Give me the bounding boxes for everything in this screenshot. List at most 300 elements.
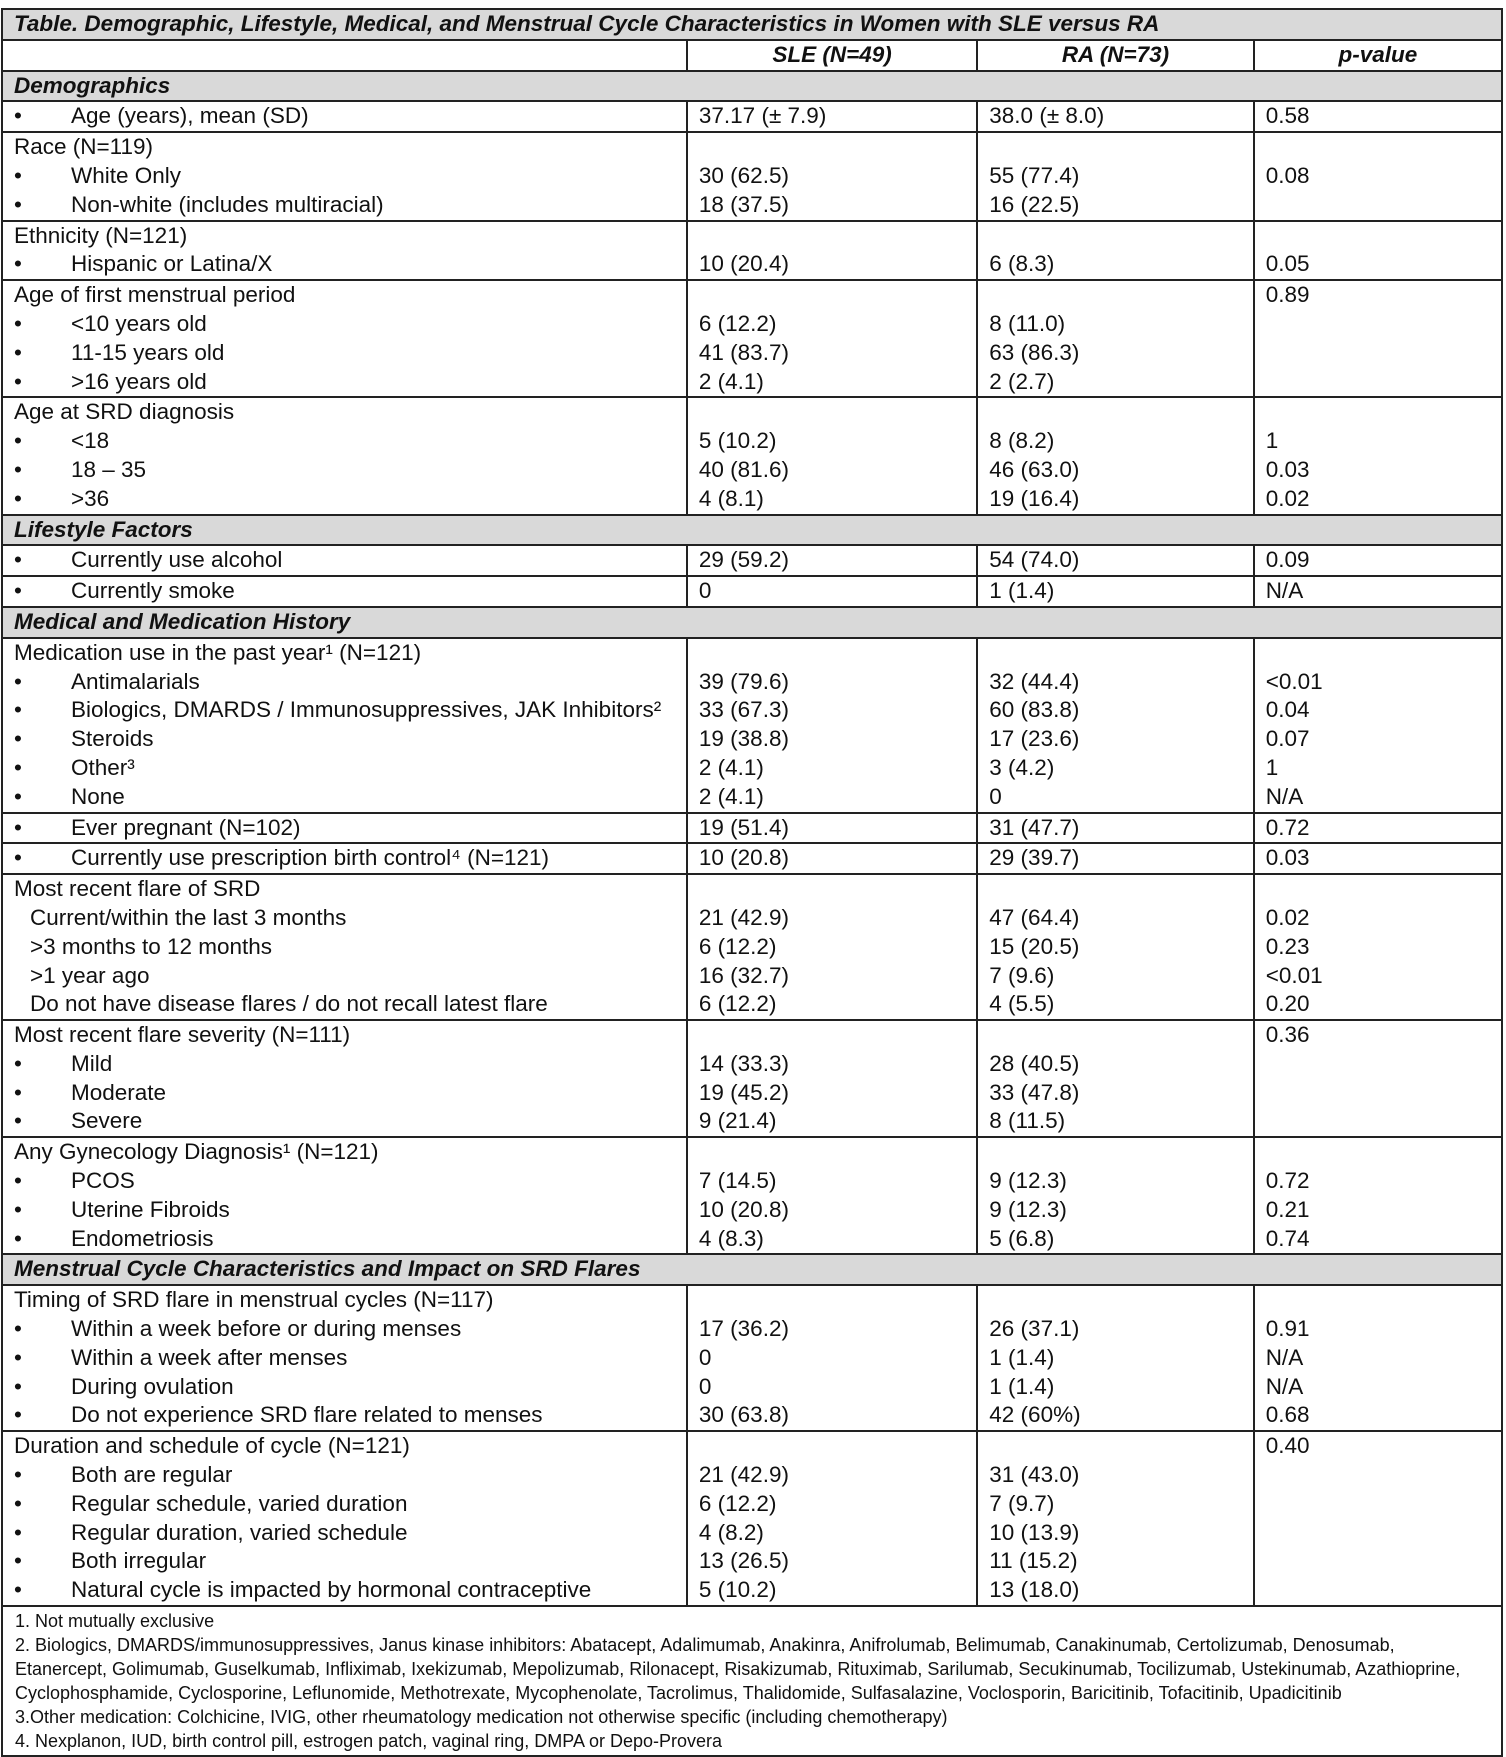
- sle-cell: [687, 576, 977, 607]
- ra-value: 47 (64.4): [989, 904, 1080, 930]
- p-value: 0.74: [1265, 1225, 1310, 1251]
- ra-value: 9 (12.3): [989, 1168, 1067, 1194]
- bullet-icon: •: [14, 578, 22, 604]
- bullet-icon: •: [14, 783, 22, 809]
- characteristic-line: [14, 725, 686, 754]
- characteristic-label: Non-white (includes multiracial): [71, 191, 384, 217]
- bullet-icon: •: [14, 103, 22, 129]
- p-value-cell: [1254, 576, 1502, 607]
- ra-cell: [977, 813, 1253, 844]
- sle-value: 19 (38.8): [698, 726, 789, 752]
- bullet-icon: •: [14, 547, 22, 573]
- p-value: 0.07: [1265, 726, 1310, 752]
- ra-value: 11 (15.2): [989, 1548, 1078, 1574]
- characteristic-label: Ethnicity (N=121): [14, 222, 188, 248]
- sle-cell: [687, 221, 977, 281]
- ra-cell: [977, 132, 1253, 220]
- characteristic-line: [14, 933, 686, 962]
- bullet-icon: •: [14, 1402, 22, 1428]
- p-value: [1266, 1107, 1501, 1136]
- characteristic-label: Uterine Fibroids: [71, 1196, 230, 1222]
- sle-value: 5 (10.2): [698, 1577, 777, 1603]
- characteristic-label: 11-15 years old: [71, 339, 225, 365]
- bullet-icon: •: [14, 485, 22, 511]
- table-row: [2, 638, 1502, 813]
- section-header: Menstrual Cycle Characteristics and Impact on SRD Flares: [2, 1254, 1502, 1285]
- p-value: 0.03: [1265, 845, 1310, 871]
- characteristic-label: White Only: [71, 162, 182, 188]
- sle-value: [699, 1021, 976, 1050]
- table-row: [2, 1431, 1502, 1606]
- characteristic-label: >3 months to 12 months: [30, 933, 273, 959]
- characteristic-line: [14, 1079, 686, 1108]
- p-value: 0.20: [1265, 991, 1310, 1017]
- characteristic-line: [14, 1107, 686, 1136]
- characteristic-line: [14, 133, 686, 162]
- characteristic-label: <18: [71, 428, 110, 454]
- sle-value: [699, 1286, 976, 1315]
- bullet-icon: •: [14, 1108, 22, 1134]
- table-row: [2, 874, 1502, 1020]
- sle-value: 19 (51.4): [698, 814, 789, 840]
- characteristic-label: Race (N=119): [14, 134, 154, 160]
- ra-value: 3 (4.2): [989, 754, 1055, 780]
- ra-cell: [977, 1020, 1253, 1137]
- characteristic-line: [14, 1373, 686, 1402]
- section-header-row: [2, 71, 1502, 102]
- characteristic-line: [14, 102, 686, 131]
- characteristic-cell: [2, 874, 687, 1020]
- p-value-cell: [1254, 132, 1502, 220]
- ra-value: 60 (83.8): [989, 697, 1080, 723]
- p-value-cell: [1254, 1020, 1502, 1137]
- p-value: 0.02: [1265, 904, 1310, 930]
- characteristics-table: [1, 8, 1503, 1757]
- p-value-cell: [1254, 1137, 1502, 1254]
- p-value: 0.68: [1265, 1402, 1310, 1428]
- p-value: 0.23: [1265, 933, 1310, 959]
- p-value: 0.40: [1265, 1433, 1310, 1459]
- ra-cell: [977, 280, 1253, 397]
- ra-value: 38.0 (± 8.0): [989, 103, 1105, 129]
- p-value: N/A: [1265, 1373, 1304, 1399]
- column-header-characteristic: [2, 40, 687, 71]
- sle-cell: [687, 1431, 977, 1606]
- sle-cell: [687, 638, 977, 813]
- p-value-cell: [1254, 545, 1502, 576]
- characteristic-label: Hispanic or Latina/X: [71, 251, 273, 277]
- characteristic-label: Duration and schedule of cycle (N=121): [14, 1433, 410, 1459]
- ra-value: [989, 875, 1252, 904]
- ra-value: 6 (8.3): [989, 251, 1055, 277]
- characteristic-cell: [2, 576, 687, 607]
- characteristic-label: Both irregular: [71, 1548, 207, 1574]
- p-value: [1266, 1138, 1501, 1167]
- p-value: [1266, 639, 1501, 668]
- p-value: [1266, 368, 1501, 397]
- bullet-icon: •: [14, 428, 22, 454]
- sle-value: 37.17 (± 7.9): [698, 103, 827, 129]
- sle-value: 29 (59.2): [698, 547, 789, 573]
- p-value: [1266, 1461, 1501, 1490]
- ra-value: [989, 281, 1252, 310]
- characteristic-line: [14, 250, 686, 279]
- sle-value: 41 (83.7): [698, 339, 789, 365]
- characteristic-label: >1 year ago: [30, 962, 150, 988]
- bullet-icon: •: [14, 1344, 22, 1370]
- characteristic-line: [14, 1286, 686, 1315]
- sle-value: 39 (79.6): [698, 668, 789, 694]
- sle-value: 16 (32.7): [698, 962, 789, 988]
- p-value: 1: [1265, 428, 1279, 454]
- footnote: 2. Biologics, DMARDS/immunosuppressives, Janus kinase inhibitors: Abatacept, Adalimumab, Anakinra, Anifrolumab, Belimumab, Canakinumab, Certolizumab, Denosumab, Etanercept, Golimumab, Guselkumab, Infliximab, Ixekizumab, Mepolizumab, Rilonacept, Risakizumab, Rituximab, Sarilumab, Secukinumab, Tocilizumab, Ustekinumab, Azathioprine, Cyclophosphamide, Cyclosporine, Leflunomide, Methotrexate, Mycophenolate, Tacrolimus, Thalidomide, Sulfasalazine, Voclosporin, Baricitinib, Tofacitinib, Upadicitinib: [15, 1635, 1461, 1704]
- p-value: [1266, 398, 1501, 427]
- sle-value: [699, 281, 976, 310]
- sle-cell: [687, 1020, 977, 1137]
- ra-value: 0: [989, 783, 1002, 809]
- p-value-cell: [1254, 280, 1502, 397]
- characteristic-label: 18 – 35: [71, 456, 147, 482]
- characteristic-line: [14, 1167, 686, 1196]
- p-value-cell: [1254, 1285, 1502, 1431]
- ra-value: 8 (11.5): [989, 1108, 1066, 1134]
- characteristic-line: [14, 485, 686, 514]
- sle-cell: [687, 280, 977, 397]
- p-value: 0.03: [1265, 456, 1310, 482]
- p-value: 0.72: [1265, 814, 1310, 840]
- sle-value: 10 (20.4): [698, 251, 789, 277]
- footnotes-row: [2, 1606, 1502, 1756]
- p-value: 0.09: [1265, 547, 1310, 573]
- p-value-cell: [1254, 397, 1502, 514]
- ra-value: 7 (9.6): [989, 962, 1055, 988]
- characteristic-label: Endometriosis: [71, 1225, 214, 1251]
- footnote: 4. Nexplanon, IUD, birth control pill, estrogen patch, vaginal ring, DMPA or Depo-Provera: [15, 1731, 723, 1752]
- p-value-cell: [1254, 813, 1502, 844]
- characteristic-line: [14, 904, 686, 933]
- section-header-row: [2, 607, 1502, 638]
- p-value-cell: [1254, 638, 1502, 813]
- ra-cell: [977, 221, 1253, 281]
- ra-cell: [977, 1431, 1253, 1606]
- sle-value: [699, 639, 976, 668]
- sle-value: 10 (20.8): [698, 845, 789, 871]
- footnote: 3.Other medication: Colchicine, IVIG, other rheumatology medication not otherwise specific (including chemotherapy): [15, 1707, 948, 1728]
- characteristic-line: [14, 1576, 686, 1605]
- sle-value: 13 (26.5): [698, 1548, 789, 1574]
- sle-cell: [687, 545, 977, 576]
- bullet-icon: •: [14, 339, 22, 365]
- characteristic-label: Within a week after menses: [71, 1344, 348, 1370]
- table-row: [2, 280, 1502, 397]
- ra-value: [989, 398, 1252, 427]
- characteristic-cell: [2, 397, 687, 514]
- characteristic-line: [14, 281, 686, 310]
- characteristic-line: [14, 639, 686, 668]
- bullet-icon: •: [14, 310, 22, 336]
- sle-value: 4 (8.1): [698, 485, 764, 511]
- sle-value: 30 (63.8): [698, 1402, 789, 1428]
- table-row: [2, 843, 1502, 874]
- sle-value: 2 (4.1): [698, 783, 764, 809]
- characteristic-label: >36: [71, 485, 110, 511]
- characteristic-line: [14, 814, 686, 843]
- ra-value: 31 (47.7): [989, 814, 1080, 840]
- characteristic-label: Biologics, DMARDS / Immunosuppressives, JAK Inhibitors²: [71, 697, 662, 723]
- characteristic-label: Medication use in the past year¹ (N=121): [14, 639, 422, 665]
- p-value: 0.04: [1265, 697, 1310, 723]
- ra-value: 17 (23.6): [989, 726, 1080, 752]
- bullet-icon: •: [14, 1373, 22, 1399]
- sle-value: 19 (45.2): [698, 1079, 789, 1105]
- sle-cell: [687, 397, 977, 514]
- characteristic-label: Ever pregnant (N=102): [71, 814, 301, 840]
- ra-cell: [977, 874, 1253, 1020]
- ra-value: 8 (8.2): [989, 428, 1055, 454]
- sle-value: [699, 875, 976, 904]
- sle-value: 6 (12.2): [698, 933, 777, 959]
- characteristic-line: [14, 1196, 686, 1225]
- characteristic-label: Natural cycle is impacted by hormonal contraceptive: [71, 1577, 592, 1603]
- ra-value: [989, 639, 1252, 668]
- characteristic-label: Most recent flare of SRD: [14, 876, 261, 902]
- ra-cell: [977, 397, 1253, 514]
- ra-value: 31 (43.0): [989, 1462, 1080, 1488]
- characteristic-line: [14, 368, 686, 397]
- ra-value: 55 (77.4): [989, 162, 1080, 188]
- sle-value: 6 (12.2): [698, 1490, 777, 1516]
- characteristic-line: [14, 844, 686, 873]
- p-value-cell: [1254, 221, 1502, 281]
- section-header-row: [2, 515, 1502, 546]
- bullet-icon: •: [14, 1577, 22, 1603]
- table-row: [2, 813, 1502, 844]
- characteristic-label: Do not have disease flares / do not recall latest flare: [30, 991, 548, 1017]
- p-value: [1266, 1079, 1501, 1108]
- sle-value: 6 (12.2): [698, 310, 777, 336]
- characteristic-label: Currently use prescription birth control⁴ (N=121): [71, 845, 549, 871]
- characteristic-cell: [2, 1137, 687, 1254]
- characteristic-label: Do not experience SRD flare related to menses: [71, 1402, 543, 1428]
- ra-value: [989, 1286, 1252, 1315]
- table-row: [2, 1137, 1502, 1254]
- bullet-icon: •: [14, 251, 22, 277]
- ra-value: [989, 1432, 1252, 1461]
- ra-value: 1 (1.4): [989, 1373, 1055, 1399]
- characteristic-cell: [2, 545, 687, 576]
- p-value: 0.02: [1265, 485, 1310, 511]
- ra-cell: [977, 576, 1253, 607]
- characteristic-label: Current/within the last 3 months: [30, 904, 347, 930]
- table-row: [2, 1020, 1502, 1137]
- characteristic-label: Age (years), mean (SD): [71, 103, 309, 129]
- ra-value: 15 (20.5): [989, 933, 1080, 959]
- bullet-icon: •: [14, 162, 22, 188]
- ra-value: 4 (5.5): [989, 991, 1055, 1017]
- p-value: N/A: [1265, 783, 1304, 809]
- ra-cell: [977, 1137, 1253, 1254]
- section-header-row: [2, 1254, 1502, 1285]
- characteristic-line: [14, 1315, 686, 1344]
- p-value: [1266, 310, 1501, 339]
- column-header-p-value: p-value: [1254, 40, 1502, 71]
- p-value-cell: [1254, 874, 1502, 1020]
- ra-value: 26 (37.1): [989, 1316, 1080, 1342]
- characteristic-line: [14, 1519, 686, 1548]
- characteristic-label: Within a week before or during menses: [71, 1316, 462, 1342]
- ra-value: 16 (22.5): [989, 191, 1080, 217]
- sle-value: 2 (4.1): [698, 368, 764, 394]
- sle-value: 0: [698, 1373, 712, 1399]
- characteristic-line: [14, 310, 686, 339]
- p-value: 0.08: [1265, 162, 1310, 188]
- ra-value: 5 (6.8): [989, 1225, 1055, 1251]
- characteristic-label: Antimalarials: [71, 668, 200, 694]
- characteristic-label: Most recent flare severity (N=111): [14, 1022, 351, 1048]
- ra-value: 9 (12.3): [989, 1196, 1067, 1222]
- sle-value: 6 (12.2): [698, 991, 777, 1017]
- ra-value: 28 (40.5): [989, 1050, 1080, 1076]
- sle-value: 4 (8.2): [698, 1519, 764, 1545]
- characteristic-line: [14, 427, 686, 456]
- p-value: [1266, 1519, 1501, 1548]
- characteristic-cell: [2, 1285, 687, 1431]
- section-header: Lifestyle Factors: [2, 515, 1502, 546]
- characteristic-label: Regular duration, varied schedule: [71, 1519, 408, 1545]
- bullet-icon: •: [14, 1490, 22, 1516]
- p-value: [1266, 1050, 1501, 1079]
- p-value: 0.36: [1265, 1022, 1310, 1048]
- column-header-sle: SLE (N=49): [687, 40, 977, 71]
- characteristic-line: [14, 696, 686, 725]
- sle-value: [699, 398, 976, 427]
- table-row: [2, 132, 1502, 220]
- p-value: [1266, 191, 1501, 220]
- sle-value: 21 (42.9): [698, 904, 789, 930]
- ra-value: 32 (44.4): [989, 668, 1080, 694]
- characteristic-label: Other³: [71, 754, 135, 780]
- characteristic-line: [14, 1547, 686, 1576]
- characteristic-line: [14, 1344, 686, 1373]
- ra-value: 10 (13.9): [989, 1519, 1080, 1545]
- table-row: [2, 576, 1502, 607]
- p-value-cell: [1254, 843, 1502, 874]
- characteristic-line: [14, 577, 686, 606]
- p-value: 0.91: [1265, 1316, 1310, 1342]
- characteristic-line: [14, 668, 686, 697]
- sle-cell: [687, 1285, 977, 1431]
- characteristic-cell: [2, 1020, 687, 1137]
- bullet-icon: •: [14, 697, 22, 723]
- characteristic-line: [14, 1432, 686, 1461]
- bullet-icon: •: [14, 1168, 22, 1194]
- characteristic-label: Age at SRD diagnosis: [14, 399, 235, 425]
- characteristic-label: None: [71, 783, 125, 809]
- bullet-icon: •: [14, 1079, 22, 1105]
- ra-value: 13 (18.0): [989, 1577, 1080, 1603]
- p-value: <0.01: [1265, 962, 1323, 988]
- bullet-icon: •: [14, 1196, 22, 1222]
- ra-value: 8 (11.0): [989, 310, 1066, 336]
- characteristic-cell: [2, 813, 687, 844]
- sle-value: [699, 222, 976, 251]
- bullet-icon: •: [14, 845, 22, 871]
- sle-value: 5 (10.2): [698, 428, 777, 454]
- sle-value: 14 (33.3): [698, 1050, 789, 1076]
- characteristic-cell: [2, 132, 687, 220]
- characteristic-label: <10 years old: [71, 310, 207, 336]
- characteristic-label: Timing of SRD flare in menstrual cycles (N=117): [14, 1287, 494, 1313]
- characteristic-line: [14, 783, 686, 812]
- characteristic-line: [14, 339, 686, 368]
- ra-value: [989, 222, 1252, 251]
- footnotes: [2, 1606, 1502, 1756]
- ra-value: 19 (16.4): [989, 485, 1080, 511]
- characteristic-cell: [2, 638, 687, 813]
- ra-value: 42 (60%): [989, 1402, 1081, 1428]
- sle-cell: [687, 1137, 977, 1254]
- ra-value: 1 (1.4): [989, 578, 1055, 604]
- characteristic-label: PCOS: [71, 1168, 135, 1194]
- p-value: N/A: [1265, 1344, 1304, 1370]
- p-value-cell: [1254, 101, 1502, 132]
- p-value: N/A: [1265, 578, 1304, 604]
- characteristic-line: [14, 191, 686, 220]
- bullet-icon: •: [14, 1050, 22, 1076]
- characteristic-line: [14, 1050, 686, 1079]
- table-row: [2, 221, 1502, 281]
- bullet-icon: •: [14, 1462, 22, 1488]
- characteristic-line: [14, 546, 686, 575]
- characteristic-label: Steroids: [71, 726, 154, 752]
- p-value: [1266, 339, 1501, 368]
- p-value: 0.58: [1265, 103, 1310, 129]
- ra-cell: [977, 545, 1253, 576]
- table-row: [2, 397, 1502, 514]
- footnote: 1. Not mutually exclusive: [15, 1611, 215, 1632]
- ra-cell: [977, 843, 1253, 874]
- ra-cell: [977, 1285, 1253, 1431]
- p-value: 0.21: [1265, 1196, 1310, 1222]
- p-value: [1266, 1547, 1501, 1576]
- sle-value: 0: [698, 1344, 712, 1370]
- section-header: Medical and Medication History: [2, 607, 1502, 638]
- bullet-icon: •: [14, 1316, 22, 1342]
- characteristic-line: [14, 456, 686, 485]
- sle-cell: [687, 813, 977, 844]
- bullet-icon: •: [14, 1225, 22, 1251]
- characteristic-line: [14, 222, 686, 251]
- bullet-icon: •: [14, 726, 22, 752]
- p-value: 0.89: [1265, 282, 1310, 308]
- p-value: 1: [1265, 754, 1279, 780]
- sle-value: 4 (8.3): [698, 1225, 764, 1251]
- characteristic-label: Any Gynecology Diagnosis¹ (N=121): [14, 1139, 379, 1165]
- characteristic-label: Regular schedule, varied duration: [71, 1490, 408, 1516]
- characteristic-line: [14, 398, 686, 427]
- sle-cell: [687, 843, 977, 874]
- ra-value: 46 (63.0): [989, 456, 1080, 482]
- table-row: [2, 545, 1502, 576]
- table-row: [2, 101, 1502, 132]
- bullet-icon: •: [14, 191, 22, 217]
- ra-cell: [977, 638, 1253, 813]
- characteristic-label: Age of first menstrual period: [14, 282, 296, 308]
- characteristic-cell: [2, 1431, 687, 1606]
- section-header: Demographics: [2, 71, 1502, 102]
- characteristic-label: Both are regular: [71, 1462, 233, 1488]
- characteristic-line: [14, 754, 686, 783]
